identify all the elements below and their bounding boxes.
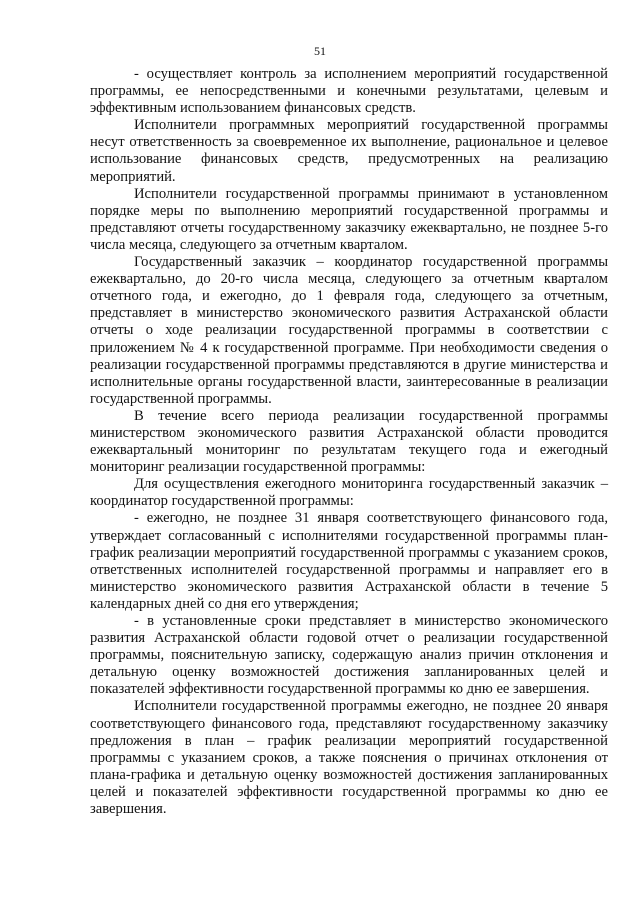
- page-number: 51: [314, 44, 326, 58]
- paragraph-control: - осуществляет контроль за исполнением мероприятий государственной программы, ее непосредственными и конечными результатами, целевым и эффективным использованием финансовых средств.: [90, 66, 608, 117]
- paragraph-plan-schedule: - ежегодно, не позднее 31 января соответствующего финансового года, утверждает согласованный с исполнителями государственной программы план-график реализации мероприятий государственной программы с указанием сроков, ответственных исполнителей государственной программы и направляет его в министерство экономического развития Астраханской области в течение 5 календарных дней со дня его утверждения;: [90, 510, 608, 612]
- paragraph-monitoring: В течение всего периода реализации государственной программы министерством экономического развития Астраханской области проводится ежеквартальный мониторинг по результатам текущего года и ежегодный мониторинг реализации государственной программы:: [90, 407, 608, 476]
- paragraph-customer-reports: Государственный заказчик – координатор государственной программы ежеквартально, до 20-го числа месяца, следующего за отчетным кварталом отчетного года, и ежегодно, до 1 февраля года, следующего за отчетным, представляет в министерство экономического развития Астраханской области отчеты о ходе реализации государственной программы в соответствии с приложением № 4 к государственной программе. При необходимости сведения о реализации государственной программы представляются в другие министерства и исполнительные органы государственной власти, заинтересованные в реализации государственной программы.: [90, 254, 608, 407]
- body-text: [90, 66, 608, 818]
- paragraph-executors-proposals: Исполнители государственной программы ежегодно, не позднее 20 января соответствующего финансового года, представляют государственному заказчику предложения в план – график реализации мероприятий государственной программы с указанием сроков, а также пояснения о причинах отклонения от плана-графика и детальную оценку возможностей достижения запланированных целей и показателей эффективности государственной программы ко дню ее завершения.: [90, 698, 608, 818]
- paragraph-responsibility: Исполнители программных мероприятий государственной программы несут ответственность за своевременное их выполнение, рациональное и целевое использование финансовых средств, предусмотренных на реализацию мероприятий.: [90, 117, 608, 185]
- paragraph-annual-monitoring: Для осуществления ежегодного мониторинга государственный заказчик – координатор государственной программы:: [90, 476, 608, 510]
- paragraph-executors-reports: Исполнители государственной программы принимают в установленном порядке меры по выполнению мероприятий государственной программы и представляют отчеты государственному заказчику ежеквартально, не позднее 5-го числа месяца, следующего за отчетным кварталом.: [90, 185, 608, 253]
- paragraph-annual-report: - в установленные сроки представляет в министерство экономического развития Астраханской области годовой отчет о реализации государственной программы, пояснительную записку, содержащую анализ причин отклонения и детальную оценку возможностей достижения запланированных целей и показателей эффективности государственной программы ко дню ее завершения.: [90, 613, 608, 698]
